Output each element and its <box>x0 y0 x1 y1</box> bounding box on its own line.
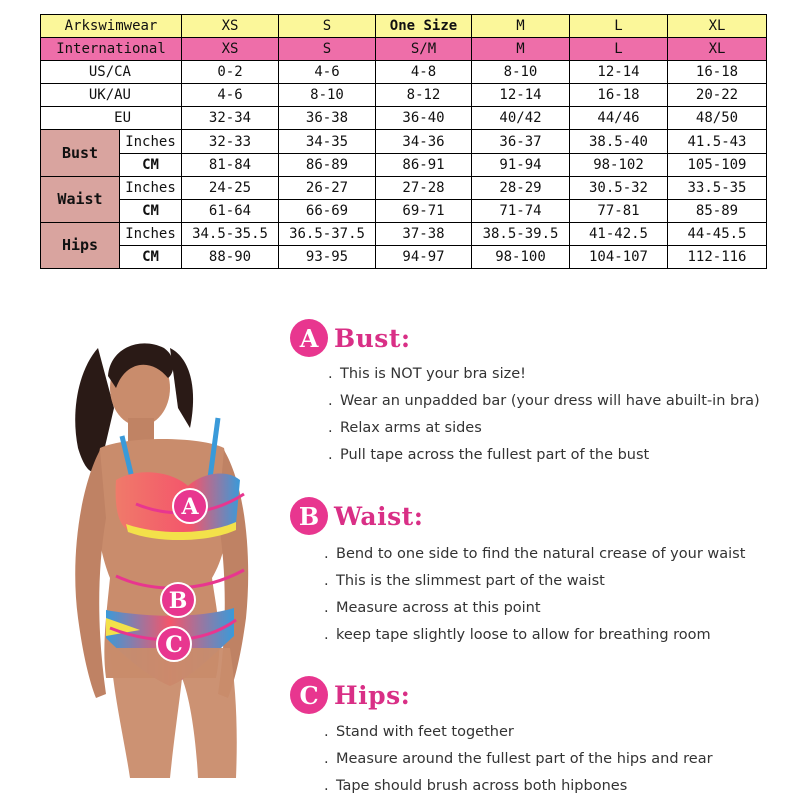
waist-cm-row <box>41 199 767 222</box>
size-cell: L <box>570 38 668 61</box>
list-item: . This is the slimmest part of the waist <box>324 573 605 589</box>
unit-label: CM <box>120 245 182 268</box>
unit-label: CM <box>120 199 182 222</box>
bust-marker-letter: A <box>181 494 199 520</box>
table-cell: 33.5-35 <box>668 176 767 199</box>
table-cell: 93-95 <box>279 245 376 268</box>
table-cell: 34-36 <box>376 130 472 153</box>
table-cell: 69-71 <box>376 199 472 222</box>
table-cell: 16-18 <box>570 84 668 107</box>
hips-instructions <box>324 719 713 800</box>
table-cell: 34-35 <box>279 130 376 153</box>
unit-label: Inches <box>120 222 182 245</box>
table-cell: 26-27 <box>279 176 376 199</box>
waist-marker-letter: B <box>168 588 188 614</box>
table-cell: 24-25 <box>182 176 279 199</box>
size-cell: M <box>472 38 570 61</box>
list-item: . Stand with feet together <box>324 724 514 740</box>
table-cell: 30.5-32 <box>570 176 668 199</box>
size-cell: One Size <box>376 15 472 38</box>
region-label: UK/AU <box>41 84 182 107</box>
table-cell: 38.5-40 <box>570 130 668 153</box>
table-cell: 61-64 <box>182 199 279 222</box>
table-cell: 66-69 <box>279 199 376 222</box>
bust-section <box>290 318 760 469</box>
hips-cm-row <box>41 245 767 268</box>
table-cell: 104-107 <box>570 245 668 268</box>
table-cell: 32-34 <box>182 107 279 130</box>
table-cell: 77-81 <box>570 199 668 222</box>
model-illustration <box>40 318 280 778</box>
waist-inches-row <box>41 176 767 199</box>
table-cell: 8-10 <box>472 61 570 84</box>
table-cell: 85-89 <box>668 199 767 222</box>
size-cell: XL <box>668 38 767 61</box>
size-cell: M <box>472 15 570 38</box>
table-cell: 8-10 <box>279 84 376 107</box>
unit-label: Inches <box>120 130 182 153</box>
table-cell: 94-97 <box>376 245 472 268</box>
bust-label: Bust <box>41 130 120 176</box>
size-cell: XL <box>668 15 767 38</box>
table-cell: 86-91 <box>376 153 472 176</box>
size-cell: S <box>279 15 376 38</box>
bust-badge: A <box>290 319 328 357</box>
table-cell: 16-18 <box>668 61 767 84</box>
table-cell: 12-14 <box>472 84 570 107</box>
list-item: . keep tape slightly loose to allow for breathing room <box>324 627 711 643</box>
hips-badge: C <box>290 676 328 714</box>
list-item: . Wear an unpadded bar (your dress will have abuilt-in bra) <box>328 393 760 409</box>
size-cell: L <box>570 15 668 38</box>
table-cell: 91-94 <box>472 153 570 176</box>
list-item: . Bend to one side to find the natural crease of your waist <box>324 546 746 562</box>
unit-label: CM <box>120 153 182 176</box>
unit-label: Inches <box>120 176 182 199</box>
hips-marker-letter: C <box>165 632 183 658</box>
eu-row <box>41 107 767 130</box>
table-cell: 4-6 <box>182 84 279 107</box>
hips-title: Hips: <box>334 680 411 710</box>
table-cell: 105-109 <box>668 153 767 176</box>
waist-instructions <box>324 541 745 649</box>
list-item: . This is NOT your bra size! <box>328 366 526 382</box>
table-cell: 28-29 <box>472 176 570 199</box>
hair-back-shape <box>170 348 193 428</box>
brand-label: Arkswimwear <box>41 15 182 38</box>
table-cell: 81-84 <box>182 153 279 176</box>
international-label: International <box>41 38 182 61</box>
waist-label: Waist <box>41 176 120 222</box>
bust-inches-row <box>41 130 767 153</box>
list-item: . Tape should brush across both hipbones <box>324 778 628 794</box>
table-cell: 98-100 <box>472 245 570 268</box>
size-cell: S <box>279 38 376 61</box>
table-cell: 8-12 <box>376 84 472 107</box>
size-cell: XS <box>182 15 279 38</box>
hips-label: Hips <box>41 222 120 268</box>
international-size-row <box>41 38 767 61</box>
list-item: . Pull tape across the fullest part of the bust <box>328 447 650 463</box>
bust-cm-row <box>41 153 767 176</box>
table-cell: 86-89 <box>279 153 376 176</box>
table-cell: 71-74 <box>472 199 570 222</box>
waist-title: Waist: <box>334 501 424 531</box>
table-cell: 98-102 <box>570 153 668 176</box>
table-cell: 48/50 <box>668 107 767 130</box>
waist-section <box>290 496 745 649</box>
table-cell: 36-37 <box>472 130 570 153</box>
bust-instructions <box>328 361 760 469</box>
brand-size-row <box>41 15 767 38</box>
size-cell: XS <box>182 38 279 61</box>
table-cell: 27-28 <box>376 176 472 199</box>
table-cell: 20-22 <box>668 84 767 107</box>
region-label: US/CA <box>41 61 182 84</box>
hips-heading <box>290 675 713 715</box>
table-cell: 36-40 <box>376 107 472 130</box>
list-item: . Relax arms at sides <box>328 420 482 436</box>
region-label: EU <box>41 107 182 130</box>
list-item: . Measure across at this point <box>324 600 541 616</box>
hips-section <box>290 675 713 800</box>
waist-heading <box>290 496 745 536</box>
us-ca-row <box>41 61 767 84</box>
table-cell: 34.5-35.5 <box>182 222 279 245</box>
table-cell: 4-8 <box>376 61 472 84</box>
bust-heading <box>290 318 760 358</box>
table-cell: 36.5-37.5 <box>279 222 376 245</box>
legs-shape <box>110 648 237 778</box>
table-cell: 44/46 <box>570 107 668 130</box>
table-cell: 36-38 <box>279 107 376 130</box>
table-cell: 88-90 <box>182 245 279 268</box>
table-cell: 4-6 <box>279 61 376 84</box>
table-cell: 112-116 <box>668 245 767 268</box>
waist-badge: B <box>290 497 328 535</box>
table-cell: 41.5-43 <box>668 130 767 153</box>
table-cell: 38.5-39.5 <box>472 222 570 245</box>
table-cell: 32-33 <box>182 130 279 153</box>
size-chart-table <box>40 14 767 269</box>
table-cell: 12-14 <box>570 61 668 84</box>
list-item: . Measure around the fullest part of the hips and rear <box>324 751 713 767</box>
size-cell: S/M <box>376 38 472 61</box>
uk-au-row <box>41 84 767 107</box>
table-cell: 44-45.5 <box>668 222 767 245</box>
table-cell: 40/42 <box>472 107 570 130</box>
hips-inches-row <box>41 222 767 245</box>
table-cell: 37-38 <box>376 222 472 245</box>
table-cell: 41-42.5 <box>570 222 668 245</box>
bust-title: Bust: <box>334 323 411 353</box>
left-arm-shape <box>75 450 106 698</box>
table-cell: 0-2 <box>182 61 279 84</box>
